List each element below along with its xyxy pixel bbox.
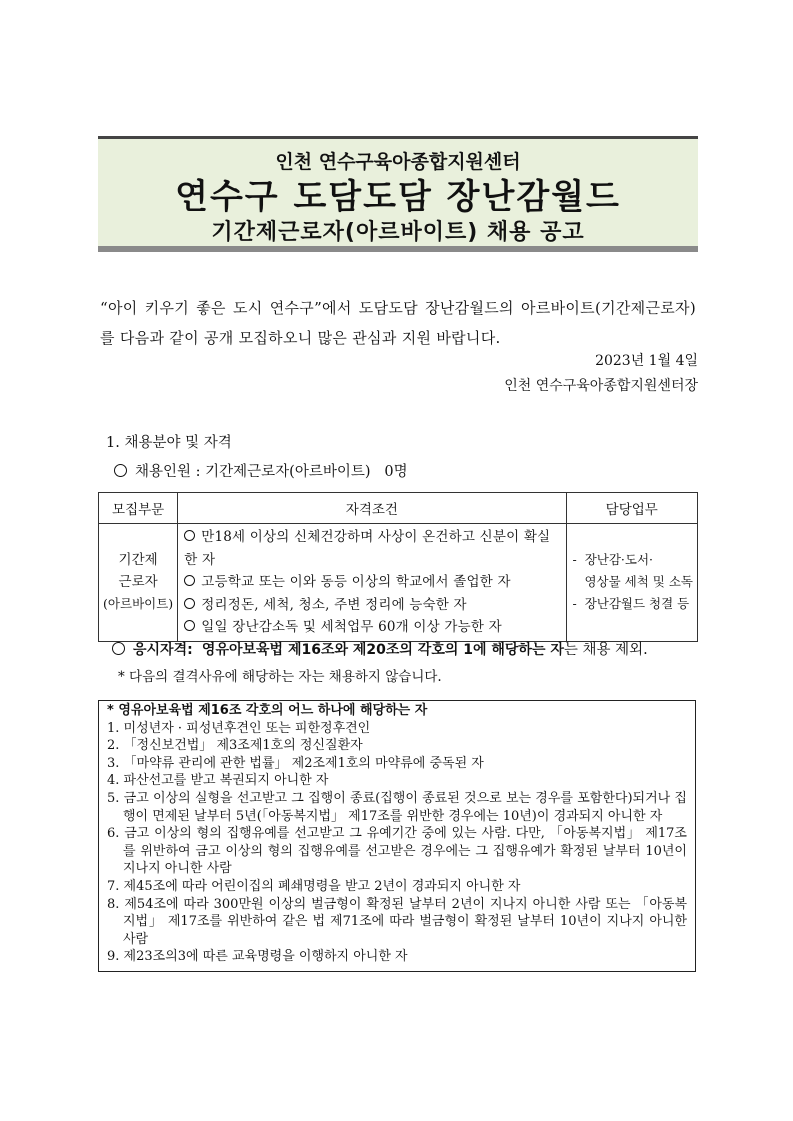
page-subtitle: 기간제근로자(아르바이트) 채용 공고 (211, 220, 585, 245)
disqualification-heading: * 영유아보육법 제16조 각호의 어느 하나에 해당하는 자 (107, 703, 428, 718)
circle-bullet-icon (112, 642, 125, 655)
table-header-row (99, 493, 698, 524)
intro-paragraph: “아이 키우기 좋은 도시 연수구”에서 도담도담 장난감월드의 아르바이트(기간제근로자)를 다음과 같이 공개 모집하오니 많은 관심과 지원 바랍니다. (100, 299, 696, 347)
circle-bullet-icon (184, 598, 195, 609)
duty-line: - 장난감월드 청결 등 (572, 596, 690, 612)
duty-line: - 장난감·도서· (572, 552, 654, 568)
list-item: 1. 미성년자 · 피성년후견인 또는 피한정후견인 (107, 720, 371, 736)
header-dept: 모집부문 (99, 493, 178, 524)
list-item: 8. 제54조에 따라 300만원 이상의 벌금형이 확정된 날부터 2년이 지나지 아니한 사람 또는 「아동복지법」 제17조를 위반하여 같은 법 제71조에 따라 벌금형이 확정된 날부터 10년이 지나지 아니한 사람 (107, 896, 687, 947)
qualification-label: 응시자격: (133, 642, 193, 658)
table-row (99, 524, 698, 642)
qualification-item (184, 616, 559, 639)
duties-cell (566, 524, 697, 642)
qualification-text: 일일 장난감소독 및 세척업무 60개 이상 가능한 자 (201, 619, 502, 635)
header-duties: 담당업무 (566, 493, 697, 524)
qualification-item (184, 594, 559, 617)
list-item: 4. 파산선고를 받고 복권되지 아니한 자 (107, 773, 329, 789)
notice-date: 2023년 1월 4일 (595, 353, 698, 369)
qualification-text: 정리정돈, 세척, 청소, 주변 정리에 능숙한 자 (201, 596, 467, 613)
dept-line: 근로자 (118, 574, 158, 591)
duty-line: 영상물 세척 및 소독 (572, 574, 693, 590)
circle-bullet-icon (184, 530, 195, 541)
list-item: 7. 제45조에 따라 어린이집의 폐쇄명령을 받고 2년이 경과되지 아니한 자 (107, 878, 521, 894)
qualification-text: 고등학교 또는 이와 동등 이상의 학교에서 졸업한 자 (201, 574, 511, 590)
qualification-item (184, 526, 559, 571)
recruit-count-line (114, 460, 408, 481)
qualification-law: 영유아보육법 제16조와 제20조의 각호의 1에 해당하는 자 (201, 642, 564, 658)
list-item: 2. 「정신보건법」 제3조제1호의 정신질환자 (107, 738, 363, 754)
section-title: 1. 채용분야 및 자격 (106, 435, 232, 451)
recruit-table (98, 492, 698, 642)
recruit-count: 채용인원 : 기간제근로자(아르바이트) 0명 (135, 464, 408, 480)
title-box (98, 136, 698, 252)
circle-bullet-icon (114, 464, 127, 477)
qualification-rest: 는 채용 제외. (563, 642, 648, 658)
notice-sender: 인천 연수구육아종합지원센터장 (504, 378, 698, 394)
list-item: 9. 제23조의3에 따른 교육명령을 이행하지 아니한 자 (107, 949, 408, 965)
dept-line: (아르바이트) (103, 596, 174, 612)
circle-bullet-icon (184, 620, 195, 631)
dept-cell (99, 524, 178, 642)
page-title: 연수구 도담도담 장난감월드 (175, 177, 621, 217)
circle-bullet-icon (184, 575, 195, 586)
list-item: 6. 금고 이상의 형의 집행유예를 선고받고 그 유예기간 중에 있는 사람. 다만, 「아동복지법」 제17조를 위반하여 금고 이상의 형의 집행유예를 선고받은 경우에는 그 집행유예가 확정된 날부터 10년이 지나지 아니한 사람 (107, 826, 687, 877)
qualifications-cell (178, 524, 566, 642)
qualification-text: 만18세 이상의 신체건강하며 사상이 온건하고 신분이 확실한 자 (184, 529, 551, 568)
header-qualifications: 자격조건 (178, 493, 566, 524)
list-item: 5. 금고 이상의 실형을 선고받고 그 집행이 종료(집행이 종료된 것으로 보는 경우를 포함한다)되거나 집행이 면제된 날부터 5년(「아동복지법」 제17조를 위반한 경우에는 10년)이 경과되지 아니한 자 (107, 790, 687, 824)
list-item: 3. 「마약류 관리에 관한 법률」 제2조제1호의 마약류에 중독된 자 (107, 755, 484, 771)
qualification-item (184, 571, 559, 594)
disqualification-notice: * 다음의 결격사유에 해당하는 자는 채용하지 않습니다. (118, 669, 442, 685)
dept-line: 기간제 (118, 552, 158, 569)
disqualification-box (98, 700, 696, 972)
qualification-note (112, 638, 648, 659)
organization-name: 인천 연수구육아종합지원센터 (275, 151, 521, 173)
